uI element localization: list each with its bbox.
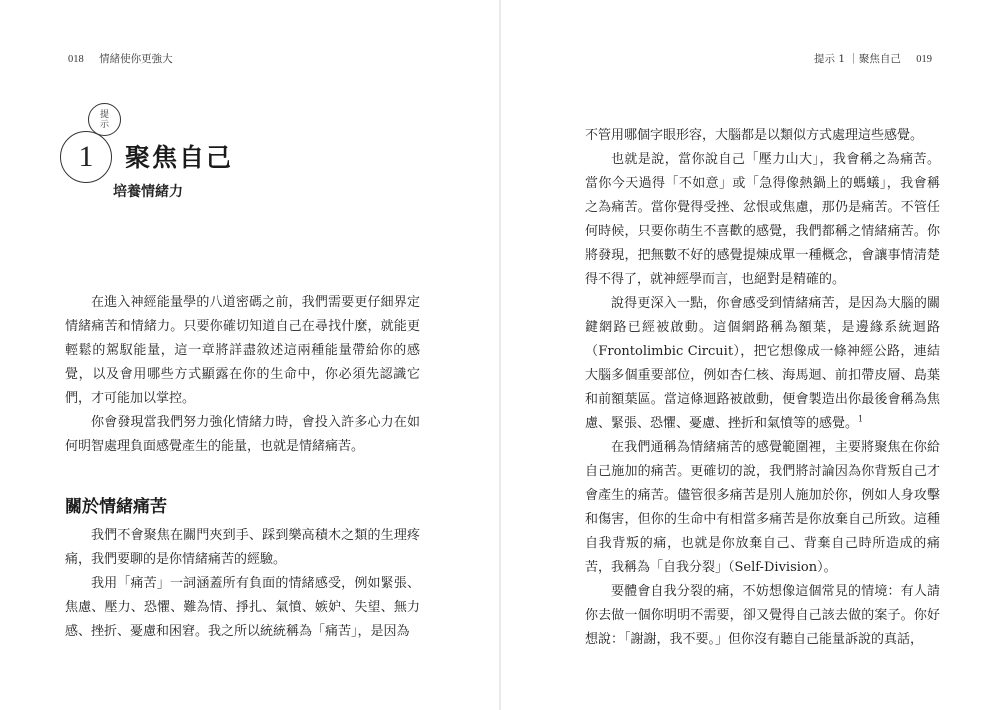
section-heading: 關於情緒痛苦 (65, 497, 167, 517)
chapter-badge (88, 103, 121, 136)
paragraph: 你會發現當我們努力強化情緒力時，會投入許多心力在如何明智處理負面感覺產生的能量，也就是情緒痛苦。 (65, 415, 420, 454)
chapter-subtitle: 培養情緒力 (113, 184, 183, 200)
right-running-header (814, 51, 932, 66)
paragraph: 我們不會聚焦在關門夾到手、踩到樂高積木之類的生理疼痛，我們要聊的是你情緒痛苦的經驗。 (65, 528, 420, 567)
paragraph: 不管用哪個字眼形容，大腦都是以類似方式處理這些感覺。 (585, 128, 924, 143)
paragraph: 我用「痛苦」一詞涵蓋所有負面的情緒感受，例如緊張、焦慮、壓力、恐懼、難為情、掙扎、氣憤、嫉妒、失望、無力感、挫折、憂慮和困窘。我之所以統統稱為「痛苦」，是因為 (65, 576, 420, 639)
paragraph: 在進入神經能量學的八道密碼之前，我們需要更仔細界定情緒痛苦和情緒力。只要你確切知道自己在尋找什麼，就能更輕鬆的駕馭能量，這一章將詳盡敘述這兩種能量帶給你的感覺，以及會用哪些方式顯露在你的生命中，你必須先認識它們，才可能加以掌控。 (65, 295, 420, 406)
right-page-number: 019 (916, 54, 932, 65)
left-running-title: 情緒使你更強大 (99, 53, 173, 65)
left-page-number: 018 (68, 54, 84, 65)
right-running-title: 提示 1 ｜聚焦自己 (814, 53, 901, 65)
paragraph: 要體會自我分裂的痛，不妨想像這個常見的情境：有人請你去做一個你明明不需要，卻又覺得自己該去做的案子。你好想說：「謝謝，我不要。」但你沒有聽自己能量訴說的真話， (585, 584, 940, 647)
paragraph: 也就是說，當你說自己「壓力山大」，我會稱之為痛苦。當你今天過得「不如意」或「急得像熱鍋上的螞蟻」，我會稱之為痛苦。當你覺得受挫、忿恨或焦慮，那仍是痛苦。不管任何時候，只要你萌生不喜歡的感覺，我們都稱之情緒痛苦。你將發現，把無數不好的感覺提煉成單一種概念，會讓事情清楚得不得了，就神經學而言，也絕對是精確的。 (585, 152, 940, 287)
chapter-title: 聚焦自己 (125, 143, 234, 172)
footnote-marker: 1 (858, 414, 864, 424)
intro-text (65, 291, 420, 459)
left-running-header (68, 51, 173, 66)
paragraph (585, 292, 940, 436)
chapter-number: 1 (60, 131, 112, 183)
paragraph-text: 說得更深入一點，你會感受到情緒痛苦，是因為大腦的關鍵網路已經被啟動。這個網路稱為額葉，是邊緣系統迴路（Frontolimbic Circuit），把它想像成一條神經公路，連結大腦多個重要部位，例如杏仁核、海馬迴、前扣帶皮層、島葉和前額葉區。當這條迴路被啟動，便會製造出你最後會稱為焦慮、緊張、恐懼、憂慮、挫折和氣憤等的感覺。 (585, 296, 940, 431)
paragraph: 在我們通稱為情緒痛苦的感覺範圍裡，主要將聚焦在你給自己施加的痛苦。更確切的說，我們將討論因為你背叛自己才會產生的痛苦。儘管很多痛苦是別人施加於你，例如人身攻擊和傷害，但你的生命中有相當多痛苦是你放棄自己所致。這種自我背叛的痛，也就是你放棄自己、背棄自己時所造成的痛苦，我稱為「自我分裂」（Self-Division）。 (585, 440, 940, 575)
right-page (500, 0, 1000, 710)
chapter-badge-text: 提示 (99, 109, 109, 130)
body-text (585, 124, 940, 652)
section-text (65, 524, 420, 644)
